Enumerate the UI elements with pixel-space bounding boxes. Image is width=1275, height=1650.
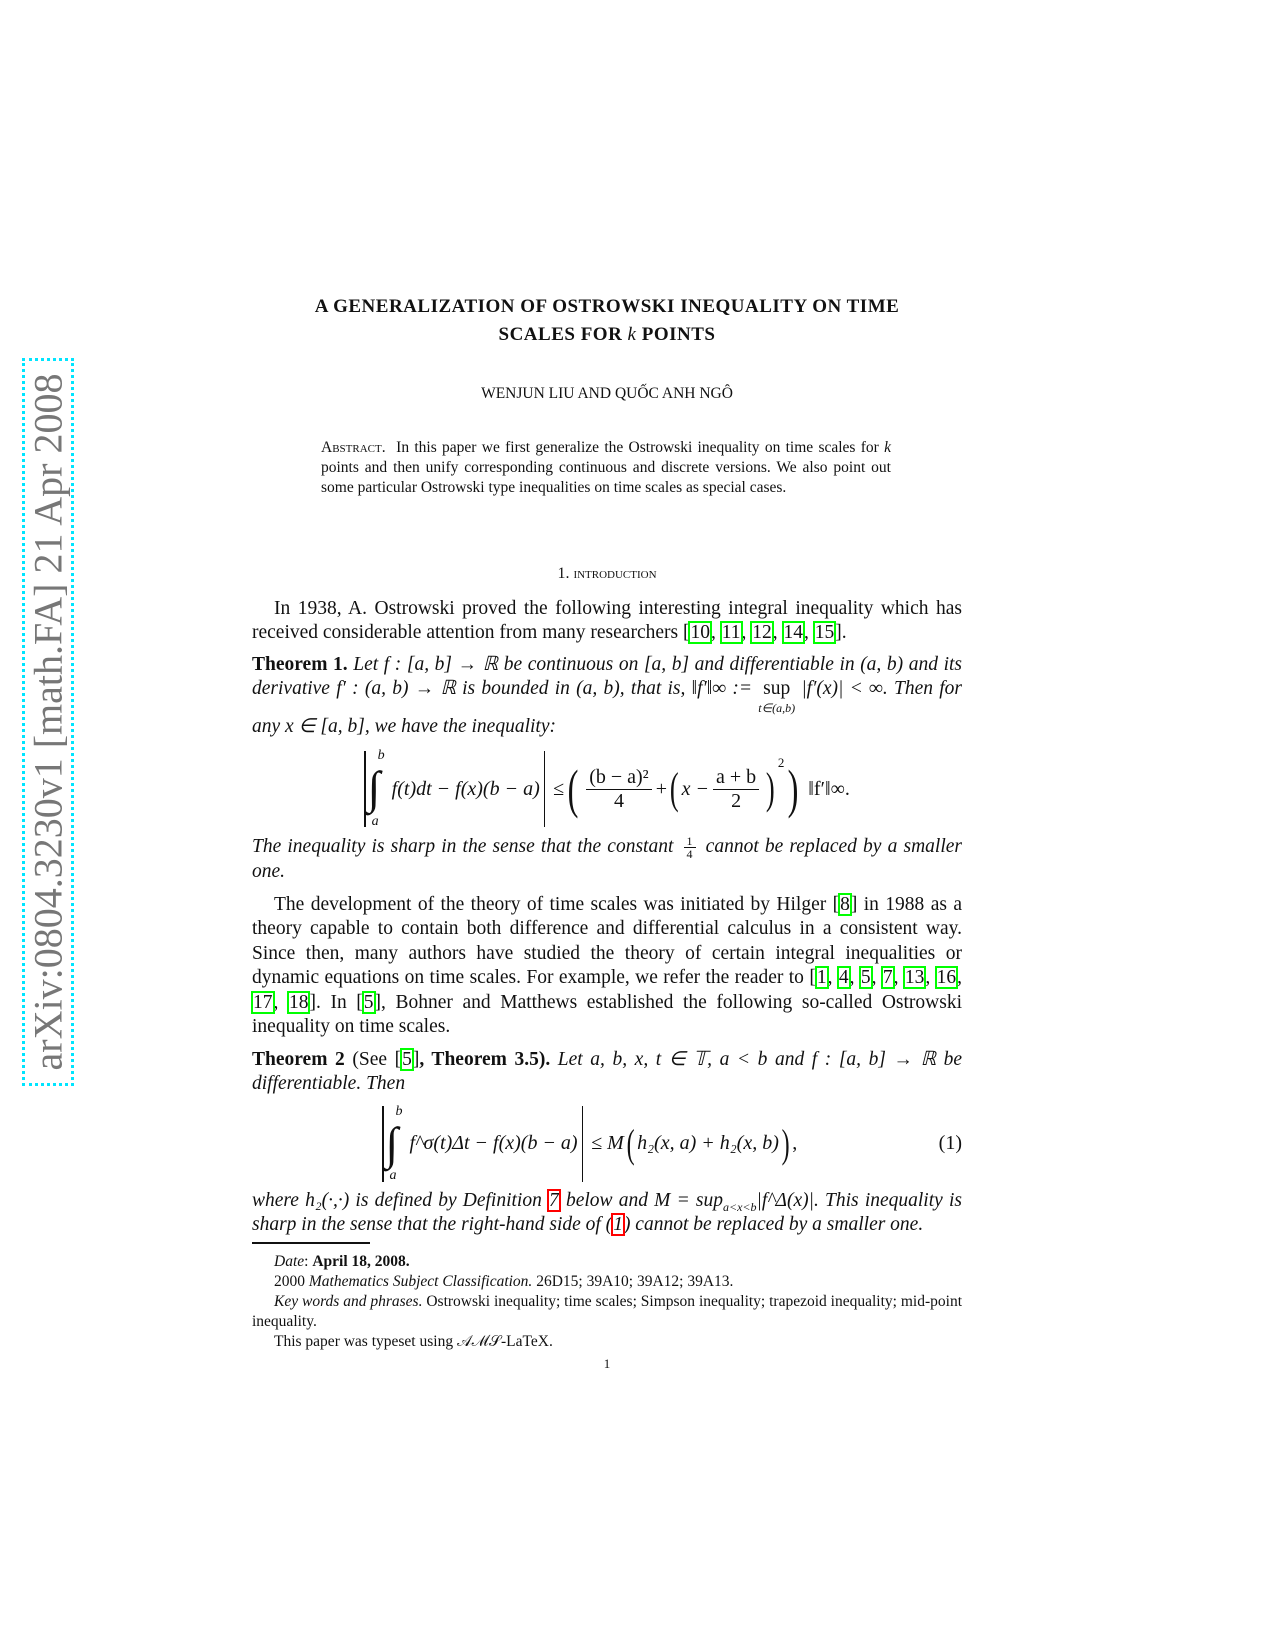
- citation-link[interactable]: 18: [288, 991, 309, 1013]
- citation-link[interactable]: 10: [690, 622, 710, 643]
- theorem-text: The inequality is sharp in the sense that the constant: [252, 836, 680, 857]
- arxiv-id-text: arXiv:0804.3230v1 [math.FA] 21 Apr 2008: [25, 373, 71, 1071]
- title-text: SCALES FOR: [498, 324, 628, 345]
- footnotes: Date: April 18, 2008. 2000 Mathematics Subject Classification. 26D15; 39A10; 39A12; 39A13. Key words and phrases. Ostrowski inequality; time scales; Simpson inequality; trapezoid inequality; mid-point inequality. This paper was typeset using 𝒜ℳ𝒮-LaTeX.: [252, 1252, 962, 1350]
- citation-link[interactable]: 16: [936, 967, 957, 989]
- abstract-k: k: [884, 439, 891, 456]
- theorem-text: ) cannot be replaced by a smaller one.: [623, 1214, 924, 1236]
- citation-link[interactable]: 5: [402, 1048, 412, 1070]
- eq-leq: ≤ M: [591, 1132, 624, 1155]
- theorem-label: Theorem 2: [252, 1048, 345, 1070]
- paragraph-time-scales: The development of the theory of time scales was initiated by Hilger [8] in 1988 as a theory capable to contain both difference and differential calculus in a consistent way. Since then, many authors have studied the theory of certain integral inequalities or dynamic equations on time scales. For example, we refer the reader to [1, 4, 5, 7, 13, 16, 17, 18]. In [5], Bohner and Matthews established the following so-called Ostrowski inequality on time scales.: [252, 893, 963, 1038]
- keywords-label: Key words and phrases.: [274, 1292, 423, 1310]
- section-title: introduction: [573, 565, 657, 582]
- paragraph-text: in 1988 as a theory capable to contain both difference and differential calculus in a consistent way. Since then, many authors have studied the theory of certain integral inequalities or dynamic equations on time scales. For example, we refer the reader to: [252, 893, 962, 989]
- page-number: 1: [603, 1355, 611, 1371]
- theorem-text: |f^Δ(x)|. This inequality is sharp in the sense that the right-hand side of (: [252, 1189, 962, 1236]
- authors: WENJUN LIU AND QUỐC ANH NGÔ: [481, 385, 733, 402]
- sup-subscript: t∈(a,b): [758, 700, 796, 715]
- page-column: [252, 293, 962, 1372]
- paragraph-text: , Bohner and Matthews established the following so-called Ostrowski inequality on time scales.: [252, 991, 962, 1038]
- paper-title: [252, 293, 962, 349]
- intro-paragraph: In 1938, A. Ostrowski proved the following interesting integral inequality which has received considerable attention from many researchers [10, 11, 12, 14, 15].: [252, 597, 962, 643]
- msc-codes: 26D15; 39A10; 39A12; 39A13.: [536, 1272, 734, 1290]
- equation-1: ∫ b a f^σ(t)Δt − f(x)(b − a) ≤ M ( h₂(x, a) + h₂(x, b) ) , (1): [382, 1105, 962, 1183]
- frac-num: a + b: [713, 766, 759, 790]
- sup-subscript: a<x<b: [723, 1199, 757, 1214]
- integral-lower: a: [389, 1167, 397, 1183]
- integral-lower: a: [371, 814, 379, 829]
- theorem-text: Let f : [a, b] → ℝ be continuous on [a, b] and differentiable in (a, b) and its derivative f′ : (a, b) → ℝ is bounded in (a, b), that is, ‖f′‖∞ :=: [252, 653, 962, 699]
- eq-rhs: h₂(x, a) + h₂(x, b): [637, 1132, 779, 1155]
- section-number: 1.: [557, 565, 570, 582]
- footnote-rule: [252, 1242, 370, 1244]
- eq-square: 2: [777, 755, 785, 770]
- msc-year: 2000: [274, 1272, 305, 1290]
- theorem-1: [252, 653, 962, 740]
- citation-link[interactable]: 8: [840, 893, 850, 915]
- citation-link[interactable]: 5: [860, 967, 871, 989]
- citation-link[interactable]: 15: [814, 622, 835, 643]
- theorem-source: , Theorem 3.5).: [419, 1048, 551, 1070]
- title-line-2: [252, 321, 962, 349]
- title-line-1: A GENERALIZATION OF OSTROWSKI INEQUALITY ON TIME: [314, 296, 900, 317]
- citation-link[interactable]: 12: [752, 622, 772, 643]
- sup-operator-group: [758, 677, 795, 715]
- citation-link[interactable]: 5: [363, 991, 374, 1013]
- eq-comma: ,: [792, 1132, 798, 1155]
- theorem-source: (See: [352, 1048, 395, 1070]
- eq-x: x −: [681, 777, 709, 800]
- title-k: k: [627, 324, 637, 345]
- title-text: POINTS: [636, 324, 716, 345]
- typeset-note: This paper was typeset using 𝒜ℳ𝒮-LaTeX.: [274, 1332, 553, 1350]
- eq-plus: +: [655, 777, 667, 800]
- date-value: April 18, 2008.: [312, 1252, 410, 1270]
- date-label: Date: [274, 1252, 305, 1270]
- theorem-text: cannot be replaced by a smaller one.: [252, 836, 962, 883]
- equation-link[interactable]: 1: [613, 1214, 623, 1236]
- frac-num: 1: [684, 835, 696, 848]
- citation-link[interactable]: 14: [783, 622, 803, 643]
- msc-label: Mathematics Subject Classification.: [308, 1272, 533, 1290]
- frac-den: 4: [686, 847, 693, 862]
- abstract-label: Abstract.: [321, 439, 386, 456]
- frac-den: 2: [731, 789, 742, 812]
- theorem-1-sharpness: [252, 835, 962, 885]
- theorem-label: Theorem 1.: [252, 653, 348, 675]
- frac-den: 4: [613, 789, 624, 812]
- paragraph-text: In 1938, A. Ostrowski proved the following interesting integral inequality which has received considerable attention from many researchers: [252, 597, 962, 643]
- abstract: [321, 438, 891, 498]
- frac-num: (b − a)²: [586, 766, 651, 790]
- paragraph-text: . In: [315, 991, 357, 1013]
- theorem-text: |f′(x)| < ∞. Then for any x ∈ [a, b], we have the inequality:: [252, 678, 963, 737]
- citation-link[interactable]: 4: [838, 967, 849, 989]
- theorem-text: below and M = sup: [559, 1189, 723, 1211]
- eq-lhs: f(t)dt − f(x)(b − a): [391, 777, 540, 800]
- eq-lhs: f^σ(t)Δt − f(x)(b − a): [409, 1132, 578, 1155]
- integral-upper: b: [377, 748, 385, 763]
- paragraph-text: The development of the theory of time scales was initiated by Hilger: [274, 893, 833, 915]
- arxiv-identifier-stamp: [22, 358, 74, 1086]
- citation-link[interactable]: 1: [816, 967, 827, 989]
- abstract-text: In this paper we first generalize the Ostrowski inequality on time scales for: [396, 439, 885, 456]
- citation-link[interactable]: 13: [904, 967, 925, 989]
- keywords: Ostrowski inequality; time scales; Simpson inequality; trapezoid inequality; mid-point inequality.: [252, 1292, 962, 1330]
- theorem-text: where h₂(·,·) is defined by Definition: [252, 1189, 549, 1211]
- citation-link[interactable]: 17: [253, 991, 273, 1013]
- equation-ostrowski: ∫ b a f(t)dt − f(x)(b − a) ≤ ( $\frac{\text{(b − a)²}}{4}$ + ( x − $\frac{a + b}{2}$ ) $^2$ ) ‖f′‖∞.: [252, 749, 962, 829]
- definition-link[interactable]: 7: [549, 1189, 559, 1211]
- theorem-2: Theorem 2 (See [5], Theorem 3.5). Let a, b, x, t ∈ 𝕋, a < b and f : [a, b] → ℝ be differentiable. Then: [252, 1048, 963, 1095]
- citation-link[interactable]: 11: [721, 622, 741, 643]
- eq-leq: ≤: [553, 777, 565, 800]
- abstract-text: points and then unify corresponding continuous and discrete versions. We also point out some particular Ostrowski type inequalities on time scales as special cases.: [321, 459, 891, 496]
- eq-norm: ‖f′‖∞.: [808, 777, 850, 800]
- section-heading: [252, 562, 962, 587]
- integral-upper: b: [395, 1103, 403, 1119]
- citation-link[interactable]: 7: [882, 967, 893, 989]
- equation-number: (1): [938, 1132, 962, 1155]
- theorem-text: Let a, b, x, t ∈ 𝕋, a < b and f : [a, b] → ℝ be differentiable. Then: [252, 1048, 963, 1095]
- sup-operator: sup: [763, 678, 791, 699]
- theorem-2-remark: [252, 1189, 962, 1238]
